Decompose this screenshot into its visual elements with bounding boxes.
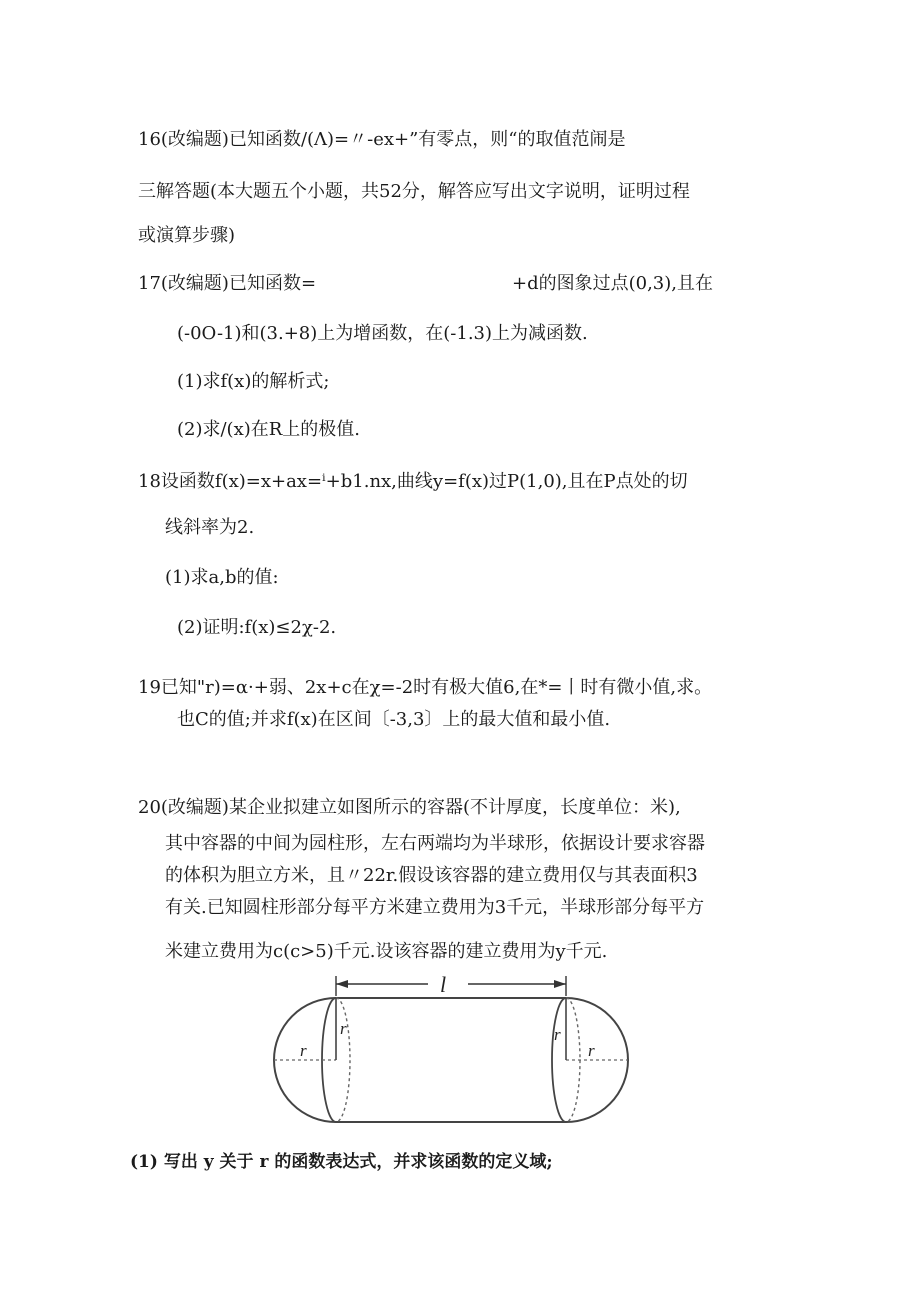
- q16-line: 16(改编题)已知函数/(Λ)=〃-ex+”有零点，则“的取值范闹是: [138, 129, 626, 150]
- q20-line-2: 其中容器的中间为园柱形，左右两端均为半球形，依据设计要求容器: [165, 833, 705, 854]
- left-section-back: [336, 998, 350, 1122]
- q20-part1: (1) 写出 y 关于 r 的函数表达式，并求该函数的定义域;: [130, 1152, 553, 1172]
- q20-line-3: 的体积为胆立方米，且〃22r.假设该容器的建立费用仅与其表面积3: [165, 865, 698, 886]
- length-arrow-left: [336, 980, 348, 988]
- section3-heading: 三解答题(本大题五个小题，共52分，解答应写出文字说明，证明过程: [138, 181, 690, 202]
- q17-line-2: (-0O-1)和(3.+8)上为增函数，在(-1.3)上为减函数.: [177, 323, 588, 344]
- q18-part1: (1)求a,b的值:: [165, 567, 279, 588]
- left-radius-label-v: r: [340, 1019, 347, 1038]
- right-radius-label-h: r: [588, 1041, 595, 1060]
- q17-part1: (1)求f(x)的解析式;: [177, 371, 330, 392]
- q20-line-5: 米建立费用为c(c>5)千元.设该容器的建立费用为y千元.: [165, 941, 608, 962]
- section3-heading-cont: 或演算步骤): [138, 225, 236, 246]
- q18-part2: (2)证明:f(x)≤2χ-2.: [177, 617, 337, 638]
- length-arrow-right: [554, 980, 566, 988]
- q17-line: 17(改编题)已知函数=: [138, 273, 317, 294]
- q20-line: 20(改编题)某企业拟建立如图所示的容器(不计厚度，长度单位：米),: [138, 797, 681, 818]
- q19-line-2: 也C的值;并求f(x)在区间〔-3,3〕上的最大值和最小值.: [177, 709, 611, 730]
- right-section-front: [552, 998, 566, 1122]
- q18-line: 18设函数f(x)=x+ax=ⁱ+b1.nx,曲线y=f(x)过P(1,0),且在P点处的切: [138, 471, 688, 492]
- right-radius-label-v: r: [554, 1025, 561, 1044]
- capsule-container-figure: [260, 970, 640, 1140]
- q17-line-tail: +d的图象过点(0,3),且在: [512, 273, 713, 294]
- q20-line-4: 有关.已知圆柱形部分每平方米建立费用为3千元，半球形部分每平方: [165, 897, 705, 918]
- left-radius-label-h: r: [300, 1041, 307, 1060]
- length-label: l: [440, 972, 447, 997]
- q18-line-2: 线斜率为2.: [165, 517, 255, 538]
- q17-part2: (2)求/(x)在R上的极值.: [177, 419, 361, 440]
- q19-line: 19已知"r)=α·+弱、2x+c在χ=-2时有极大值6,在*=丨时有微小值,求。: [138, 677, 713, 698]
